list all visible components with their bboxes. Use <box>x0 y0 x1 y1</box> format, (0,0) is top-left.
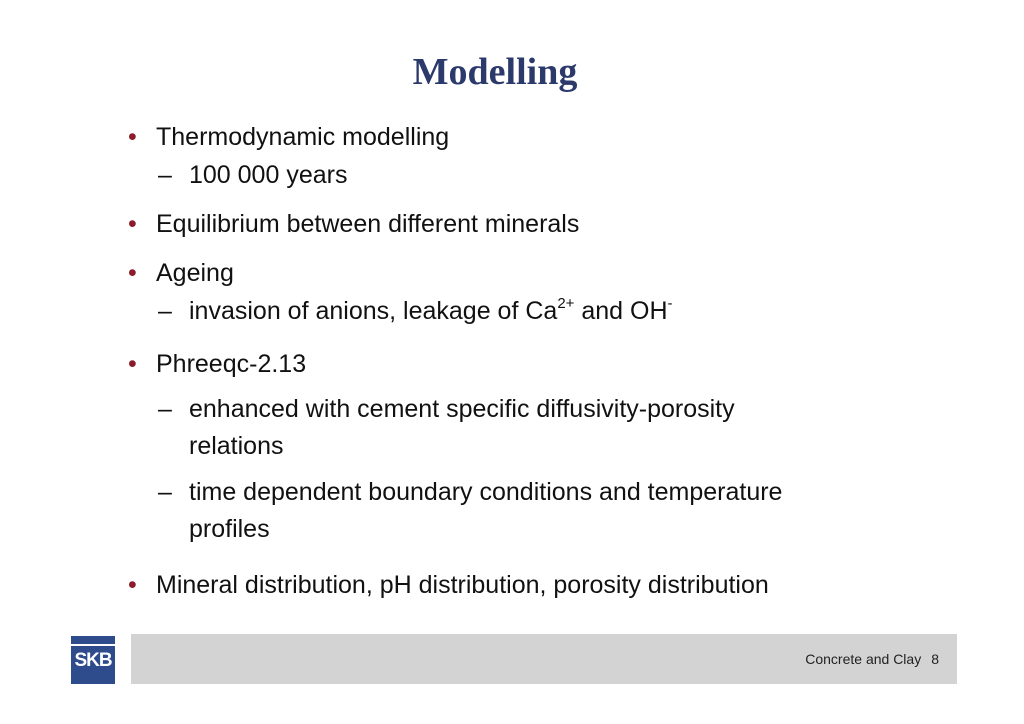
skb-logo <box>71 636 115 684</box>
sub-enhanced <box>158 391 735 465</box>
bullet-dot: • <box>128 259 137 287</box>
page-number: 8 <box>931 651 939 667</box>
bullet-dot: • <box>128 571 137 599</box>
sub-text-line1: enhanced with cement specific diffusivity-porosity <box>189 395 735 423</box>
sub-text-line1: time dependent boundary conditions and temperature <box>189 478 783 506</box>
superscript-oh: - <box>667 294 673 312</box>
dash: – <box>158 395 172 423</box>
dash: – <box>158 478 172 506</box>
bullet-text: Equilibrium between different minerals <box>156 210 580 238</box>
bullet-phreeqc <box>128 346 306 382</box>
bullet-equilibrium <box>128 206 579 242</box>
sub-text-b: and OH <box>574 297 668 325</box>
bullet-text: Thermodynamic modelling <box>156 123 450 151</box>
sub-time-dependent <box>158 474 782 548</box>
dash: – <box>158 161 172 189</box>
bullet-text: Mineral distribution, pH distribution, porosity distribution <box>156 571 769 599</box>
slide-title: Modelling <box>412 51 578 93</box>
sub-text-a: invasion of anions, leakage of Ca <box>189 297 558 325</box>
bullet-thermodynamic <box>128 119 449 155</box>
sub-text-line2: relations <box>189 432 284 460</box>
bullet-text: Phreeqc-2.13 <box>156 350 307 378</box>
footer-text <box>805 651 939 667</box>
superscript-ca: 2+ <box>557 294 575 312</box>
footer-bar <box>131 634 957 684</box>
sub-text-line2: profiles <box>189 515 270 543</box>
bullet-dot: • <box>128 123 137 151</box>
sub-invasion <box>158 293 673 330</box>
footer-label: Concrete and Clay <box>805 651 922 667</box>
bullet-dot: • <box>128 210 137 238</box>
sub-years <box>158 157 347 194</box>
logo-text: SKB <box>74 650 112 671</box>
bullet-dot: • <box>128 350 137 378</box>
bullet-ageing <box>128 255 234 291</box>
sub-text: 100 000 years <box>189 161 348 189</box>
logo-bar <box>71 644 115 646</box>
dash: – <box>158 297 172 325</box>
bullet-text: Ageing <box>156 259 234 287</box>
bullet-mineral-distribution <box>128 567 769 603</box>
